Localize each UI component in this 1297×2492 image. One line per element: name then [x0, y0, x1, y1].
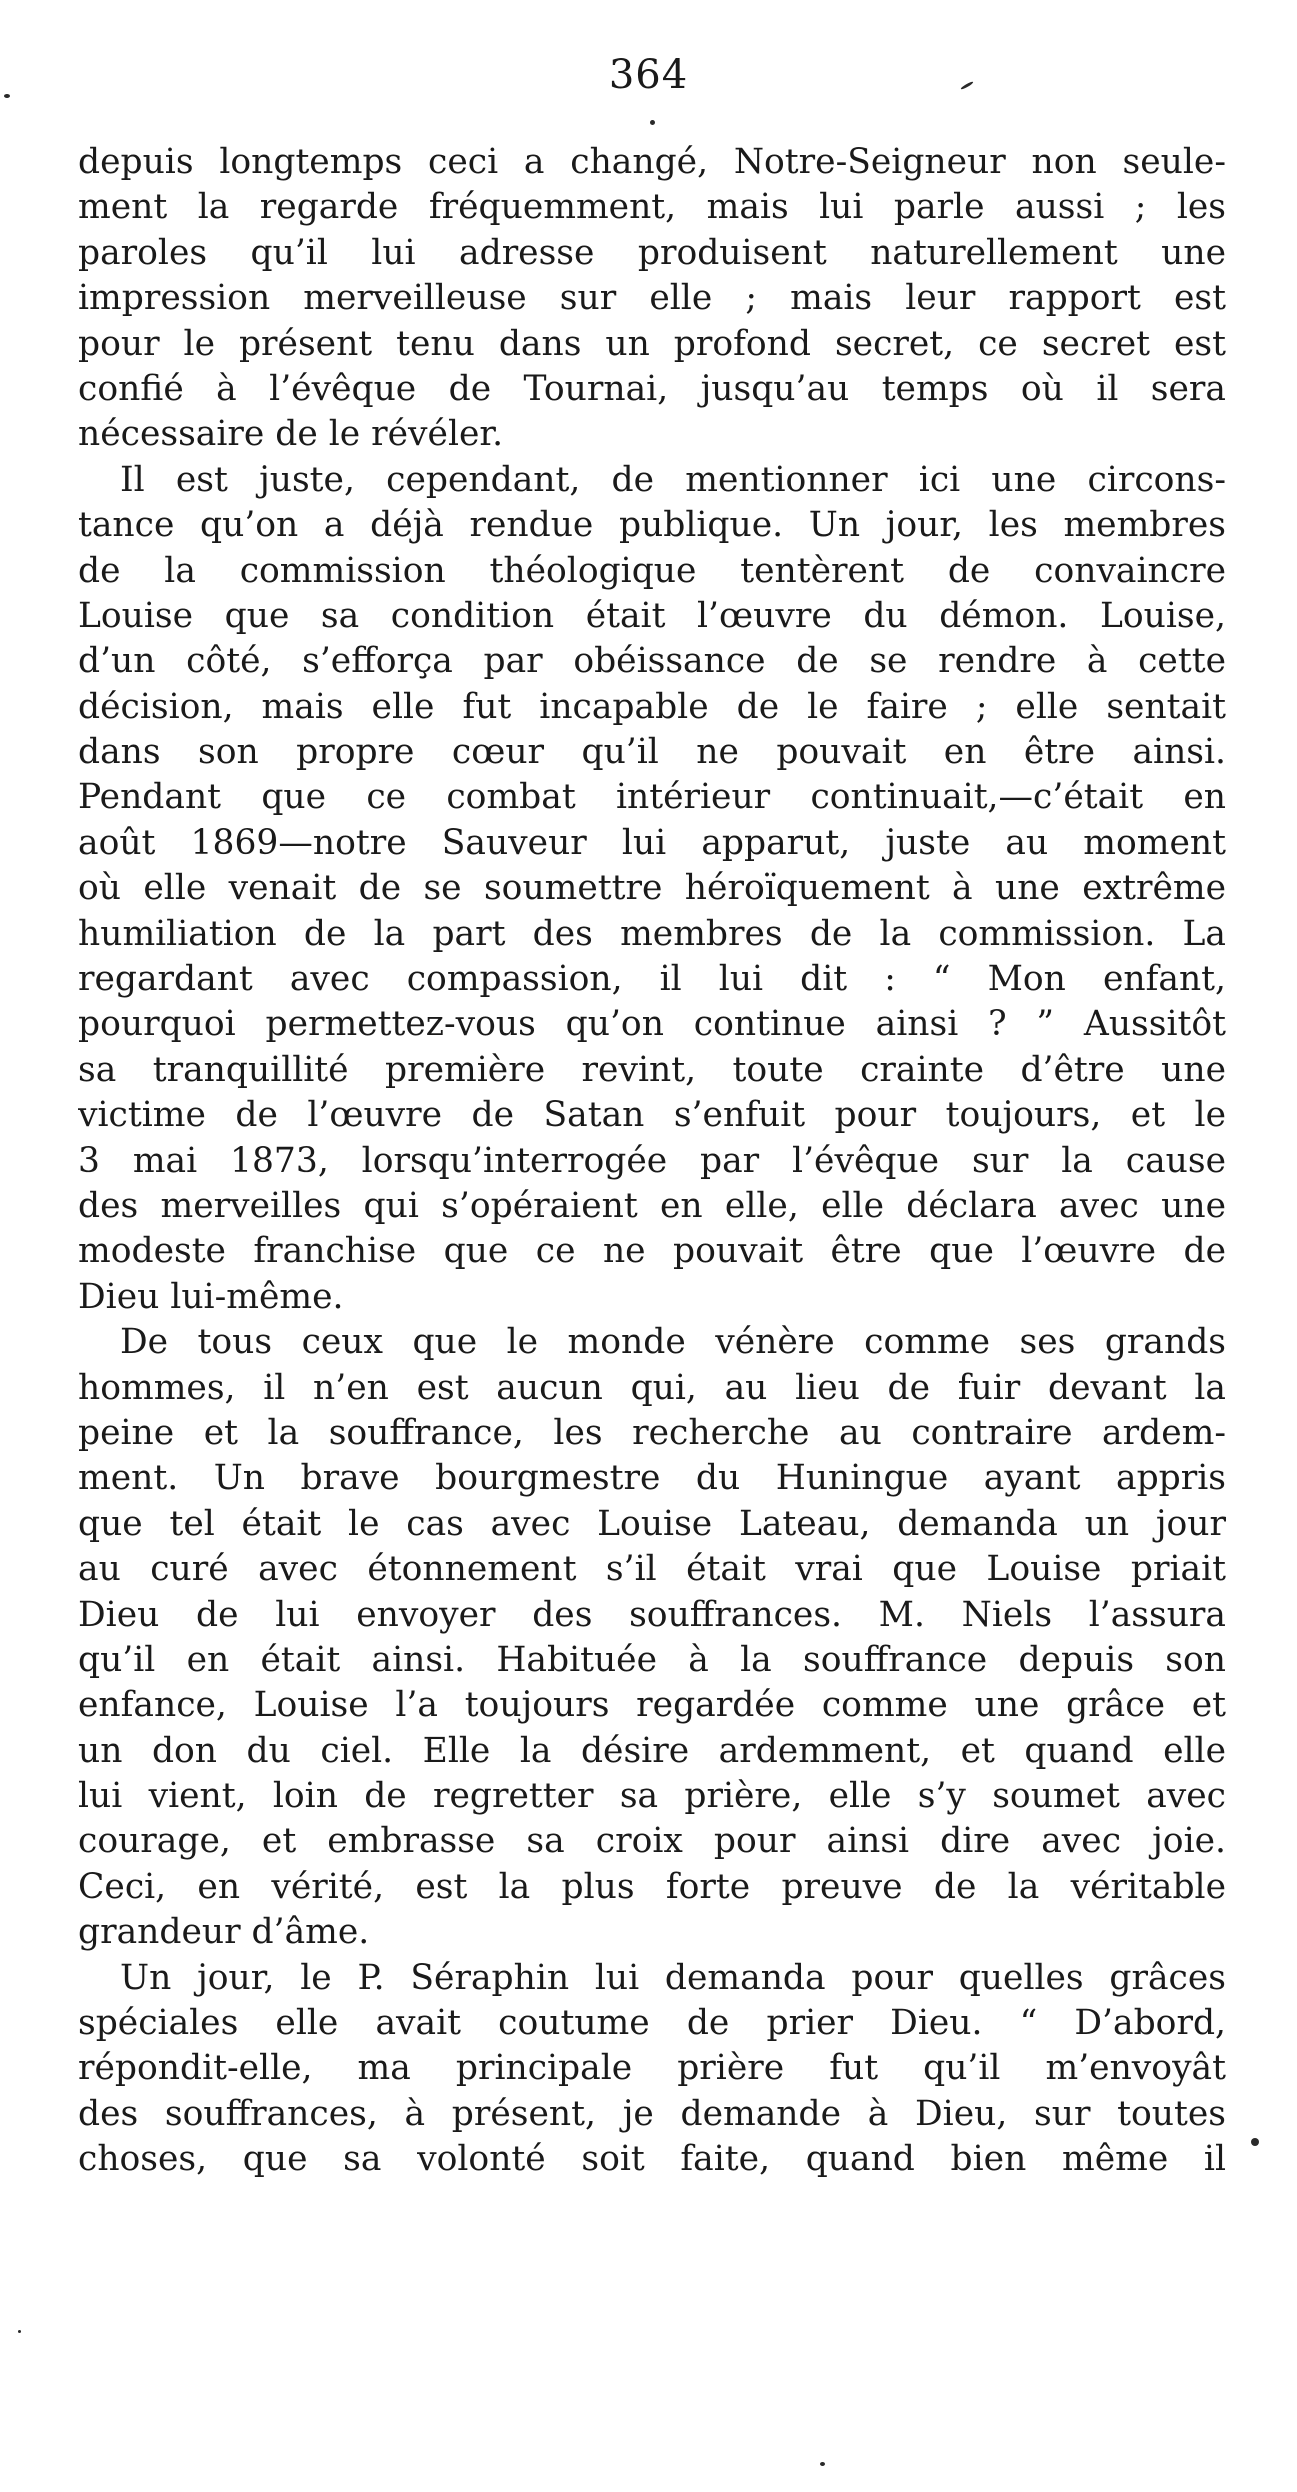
text-line: De tous ceux que le monde vénère comme ses grands [120, 1322, 1226, 1363]
text-line: dans son propre cœur qu’il ne pouvait en être ainsi. [78, 732, 1226, 773]
text-line: Ceci, en vérité, est la plus forte preuve de la véritable [78, 1866, 1226, 1907]
text-line: Dieu de lui envoyer des souffrances. M. Niels l’assura [78, 1594, 1226, 1635]
text-line: nécessaire de le révéler. [78, 414, 504, 455]
text-line: décision, mais elle fut incapable de le faire ; elle sentait [78, 686, 1226, 727]
text-line: pour le présent tenu dans un profond secret, ce secret est [78, 323, 1226, 364]
text-line: modeste franchise que ce ne pouvait être que l’œuvre de [78, 1231, 1226, 1272]
text-line: grandeur d’âme. [78, 1912, 370, 1953]
text-line: 3 mai 1873, lorsqu’interrogée par l’évêque sur la cause [78, 1140, 1226, 1181]
text-line: Louise que sa condition était l’œuvre du démon. Louise, [78, 595, 1226, 636]
text-line: ment. Un brave bourgmestre du Huningue ayant appris [78, 1458, 1226, 1499]
text-line: au curé avec étonnement s’il était vrai que Louise priait [78, 1549, 1226, 1590]
text-line: où elle venait de se soumettre héroïquement à une extrême [78, 868, 1226, 909]
text-line: humiliation de la part des membres de la commission. La [78, 913, 1226, 954]
text-line: paroles qu’il lui adresse produisent naturellement une [78, 232, 1226, 273]
text-line: pourquoi permettez-vous qu’on continue ainsi ? ” Aussitôt [78, 1004, 1226, 1045]
print-speck [650, 120, 655, 125]
text-line: que tel était le cas avec Louise Lateau, demanda un jour [78, 1503, 1226, 1544]
text-line: de la commission théologique tentèrent de convaincre [78, 550, 1226, 591]
text-line: qu’il en était ainsi. Habituée à la souffrance depuis son [78, 1639, 1226, 1680]
print-speck [820, 2462, 825, 2466]
text-line: impression merveilleuse sur elle ; mais leur rapport est [78, 278, 1226, 319]
page-number: 364 [608, 52, 689, 98]
text-line: enfance, Louise l’a toujours regardée comme une grâce et [78, 1685, 1226, 1726]
print-speck [18, 2330, 21, 2333]
text-line: d’un côté, s’efforça par obéissance de se rendre à cette [78, 641, 1226, 682]
text-line: regardant avec compassion, il lui dit : “ Mon enfant, [78, 959, 1226, 1000]
text-line: peine et la souffrance, les recherche au contraire ardem- [78, 1412, 1226, 1453]
text-line: des merveilles qui s’opéraient en elle, elle déclara avec une [78, 1185, 1226, 1226]
print-speck [1251, 2138, 1259, 2146]
text-line: depuis longtemps ceci a changé, Notre-Seigneur non seule- [78, 142, 1226, 182]
text-line: spéciales elle avait coutume de prier Dieu. “ D’abord, [78, 2003, 1226, 2044]
text-line: des souffrances, à présent, je demande à Dieu, sur toutes [78, 2093, 1226, 2134]
text-line: confié à l’évêque de Tournai, jusqu’au temps où il sera [78, 368, 1226, 409]
text-line: lui vient, loin de regretter sa prière, elle s’y soumet avec [78, 1776, 1226, 1817]
text-line: répondit-elle, ma principale prière fut qu’il m’envoyât [78, 2048, 1226, 2089]
text-line: un don du ciel. Elle la désire ardemment, et quand elle [78, 1730, 1226, 1771]
text-line: tance qu’on a déjà rendue publique. Un jour, les membres [78, 505, 1226, 546]
text-line: victime de l’œuvre de Satan s’enfuit pour toujours, et le [78, 1095, 1226, 1136]
text-line: choses, que sa volonté soit faite, quand bien même il [78, 2139, 1226, 2180]
text-line: hommes, il n’en est aucun qui, au lieu de fuir devant la [78, 1367, 1226, 1408]
text-line: Dieu lui-même. [78, 1276, 344, 1317]
text-line: courage, et embrasse sa croix pour ainsi dire avec joie. [78, 1821, 1226, 1862]
print-speck [4, 94, 10, 98]
text-line: août 1869—notre Sauveur lui apparut, juste au moment [78, 822, 1226, 863]
text-line: sa tranquillité première revint, toute crainte d’être une [78, 1049, 1226, 1090]
text-line: Un jour, le P. Séraphin lui demanda pour quelles grâces [120, 1957, 1226, 1998]
body-text [78, 140, 1226, 2183]
text-line: ment la regarde fréquemment, mais lui parle aussi ; les [78, 187, 1226, 228]
text-line: Il est juste, cependant, de mentionner ici une circons- [120, 459, 1226, 500]
text-line: Pendant que ce combat intérieur continuait,—c’était en [78, 777, 1226, 818]
